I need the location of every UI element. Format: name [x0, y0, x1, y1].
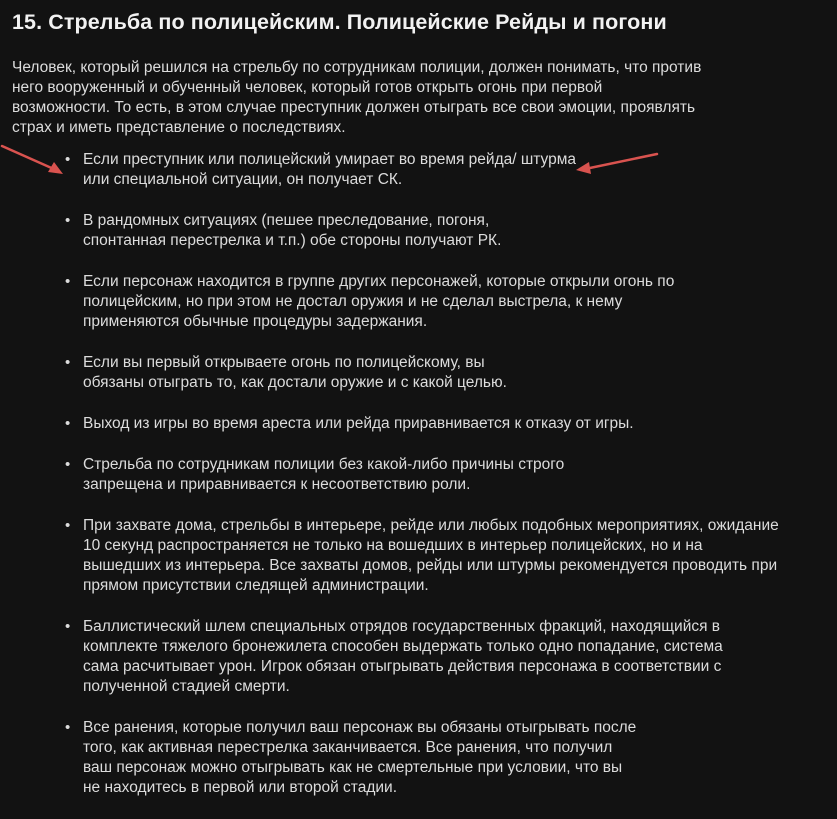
- rule-text: Если преступник или полицейский умирает во время рейда/ штурма или специальной ситуации, он получает СК.: [83, 151, 577, 188]
- bullet-icon: •: [65, 719, 71, 736]
- rule-text: Стрельба по сотрудникам полиции без какой-либо причины строго запрещена и приравнивается к несоответствию роли.: [83, 456, 565, 493]
- list-item: [12, 150, 827, 190]
- bullet-icon: •: [65, 618, 71, 635]
- bullet-icon: •: [65, 354, 71, 371]
- rule-text: Выход из игры во время ареста или рейда приравнивается к отказу от игры.: [83, 415, 634, 432]
- list-item: [12, 353, 827, 393]
- rules-list: [12, 150, 827, 798]
- list-item: [12, 211, 827, 251]
- rule-text: Баллистический шлем специальных отрядов государственных фракций, находящийся в комплекте тяжелого бронежилета способен выдержать только одно попадание, система сама расчитывает урон. Игрок обязан отыгрывать действия персонажа в соответствии с полученной стадией смерти.: [83, 618, 723, 695]
- intro-paragraph: Человек, который решился на стрельбу по сотрудникам полиции, должен понимать, что против него вооруженный и обученный человек, который готов открыть огонь при первой возможности. То есть, в этом случае преступник должен отыграть все свои эмоции, проявлять страх и иметь представление о последствиях.: [12, 59, 702, 136]
- bullet-icon: •: [65, 456, 71, 473]
- page-title: 15. Стрельба по полицейским. Полицейские Рейды и погони: [12, 10, 667, 34]
- list-item: [12, 414, 827, 434]
- bullet-icon: •: [65, 415, 71, 432]
- rule-text: Если вы первый открываете огонь по полицейскому, вы обязаны отыграть то, как достали оружие и с какой целью.: [83, 354, 507, 391]
- rule-text: При захвате дома, стрельбы в интерьере, рейде или любых подобных мероприятиях, ожидание 10 секунд распространяется не только на вошедших в интерьер полицейских, но и на вышедших из интерьера. Все захваты домов, рейды или штурмы рекомендуется проводить при прямом присутствии следящей администрации.: [83, 517, 779, 594]
- list-item: [12, 455, 827, 495]
- bullet-icon: •: [65, 273, 71, 290]
- rule-text: Если персонаж находится в группе других персонажей, которые открыли огонь по полицейским, но при этом не достал оружия и не сделал выстрела, к нему применяются обычные процедуры задержания.: [83, 273, 675, 330]
- list-item: [12, 272, 827, 332]
- bullet-icon: •: [65, 151, 71, 168]
- list-item: [12, 516, 827, 596]
- list-item: [12, 617, 827, 697]
- list-item: [12, 718, 827, 798]
- bullet-icon: •: [65, 212, 71, 229]
- rules-page: [12, 8, 827, 819]
- rule-text: В рандомных ситуациях (пешее преследование, погоня, спонтанная перестрелка и т.п.) обе стороны получают РК.: [83, 212, 502, 249]
- bullet-icon: •: [65, 517, 71, 534]
- rule-text: Все ранения, которые получил ваш персонаж вы обязаны отыгрывать после того, как активная перестрелка заканчивается. Все ранения, что получил ваш персонаж можно отыгрывать как не смертельные при условии, что вы не находитесь в первой или второй стадии.: [83, 719, 637, 796]
